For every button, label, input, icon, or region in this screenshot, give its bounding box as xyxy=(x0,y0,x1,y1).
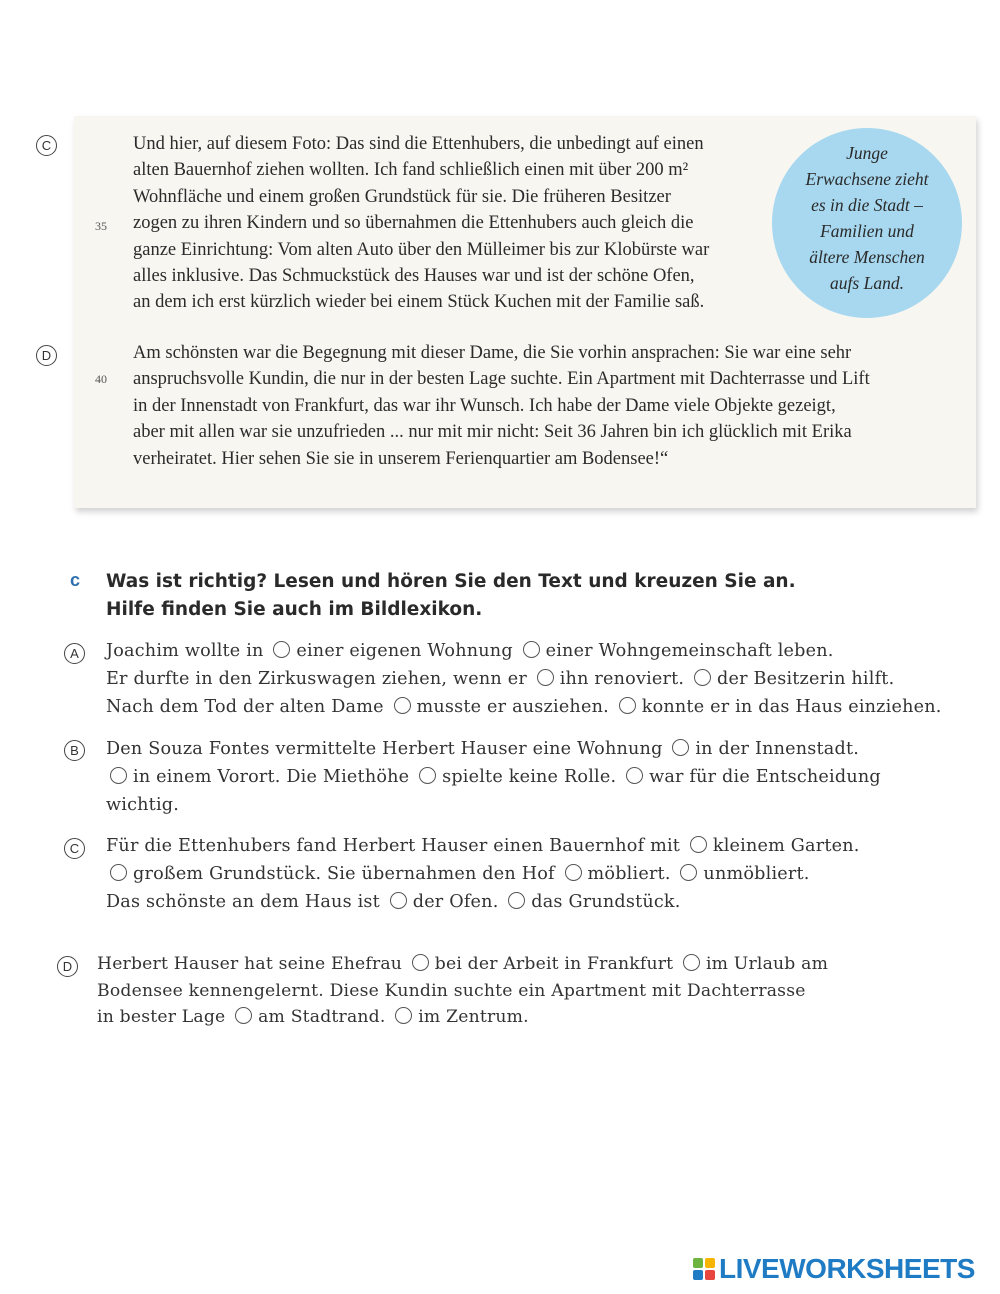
exercise-item-d xyxy=(97,951,828,1031)
answer-radio[interactable] xyxy=(273,641,290,658)
item-letter-d: D xyxy=(57,956,78,977)
paragraph-line: anspruchsvolle Kundin, die nur in der besten Lage suchte. Ein Apartment mit Dachterrasse und Lift xyxy=(133,369,870,390)
answer-radio[interactable] xyxy=(672,739,689,756)
paragraph-line: alles inklusive. Das Schmuckstück des Hauses war und ist der schöne Ofen, xyxy=(133,266,695,287)
paragraph-line: Am schönsten war die Begegnung mit dieser Dame, die Sie vorhin ansprachen: Sie war eine sehr xyxy=(133,343,852,363)
logo-text: LIVEWORKSHEETS xyxy=(719,1253,975,1284)
logo-grid-icon xyxy=(693,1258,715,1280)
exercise-text-segment: wichtig. xyxy=(106,795,180,815)
answer-radio[interactable] xyxy=(565,864,582,881)
exercise-text-segment: kleinem Garten. xyxy=(712,836,860,856)
bubble-line: ältere Menschen xyxy=(809,247,925,267)
exercise-text-segment: unmöbliert. xyxy=(703,864,810,884)
exercise-line xyxy=(106,763,881,791)
quote-bubble xyxy=(772,128,962,318)
paragraph-line: in der Innenstadt von Frankfurt, das war ihr Wunsch. Ich habe der Dame viele Objekte gezeigt, xyxy=(133,395,836,416)
instruction-line: Was ist richtig? Lesen und hören Sie den Text und kreuzen Sie an. xyxy=(106,571,796,592)
bubble-line: aufs Land. xyxy=(830,273,904,293)
quote-bubble-text xyxy=(806,140,929,296)
exercise-text-segment: in der Innenstadt. xyxy=(695,739,860,759)
exercise-line xyxy=(97,951,828,978)
exercise-instruction xyxy=(106,568,796,624)
exercise-text-segment: das Grundstück. xyxy=(531,892,681,912)
liveworksheets-logo xyxy=(693,1253,975,1285)
exercise-text-segment: war für die Entscheidung xyxy=(649,767,881,787)
logo-square xyxy=(705,1258,715,1268)
paragraph-line: ganze Einrichtung: Vom alten Auto über den Mülleimer bis zur Klobürste war xyxy=(133,239,710,260)
answer-radio[interactable] xyxy=(537,669,554,686)
exercise-text-segment: großem Grundstück. Sie übernahmen den Hof xyxy=(133,864,555,884)
logo-square xyxy=(693,1270,703,1280)
exercise-text-segment: konnte er in das Haus einziehen. xyxy=(641,697,942,717)
exercise-text-segment: Nach dem Tod der alten Dame xyxy=(106,697,384,717)
exercise-line xyxy=(106,665,942,693)
exercise-line xyxy=(106,791,881,819)
paragraph-line: alten Bauernhof ziehen wollten. Ich fand schließlich einen mit über 200 m² xyxy=(133,160,689,181)
logo-square xyxy=(705,1270,715,1280)
exercise-line xyxy=(97,1004,828,1031)
answer-radio[interactable] xyxy=(619,697,636,714)
exercise-line xyxy=(106,735,881,763)
exercise-text-segment: Joachim wollte in xyxy=(106,641,264,661)
answer-radio[interactable] xyxy=(419,767,436,784)
exercise-text-segment: möbliert. xyxy=(587,864,671,884)
answer-radio[interactable] xyxy=(626,767,643,784)
line-number-35: 35 xyxy=(95,219,107,233)
exercise-text-segment: Den Souza Fontes vermittelte Herbert Hauser eine Wohnung xyxy=(106,739,663,759)
exercise-text-segment: musste er ausziehen. xyxy=(416,697,609,717)
exercise-line xyxy=(106,860,860,888)
exercise-text-segment: spielte keine Rolle. xyxy=(442,767,617,787)
instruction-line: Hilfe finden Sie auch im Bildlexikon. xyxy=(106,599,483,620)
logo-square xyxy=(693,1258,703,1268)
paragraph-line: verheiratet. Hier sehen Sie sie in unserem Ferienquartier am Bodensee!“ xyxy=(133,448,669,469)
exercise-line xyxy=(106,888,860,916)
exercise-item-c xyxy=(106,832,860,916)
answer-radio[interactable] xyxy=(235,1007,252,1024)
paragraph-line: an dem ich erst kürzlich wieder bei einem Stück Kuchen mit der Familie saß. xyxy=(133,292,705,313)
item-letter-c: C xyxy=(64,838,85,859)
exercise-text-segment: Für die Ettenhubers fand Herbert Hauser einen Bauernhof mit xyxy=(106,836,681,856)
line-number-40: 40 xyxy=(95,372,107,386)
paragraph-letter-c: C xyxy=(36,135,57,156)
exercise-text-segment: Das schönste an dem Haus ist xyxy=(106,892,380,912)
bubble-line: Junge xyxy=(846,143,888,163)
item-letter-b: B xyxy=(64,740,85,761)
bubble-line: es in die Stadt – xyxy=(811,195,923,215)
exercise-line xyxy=(106,832,860,860)
exercise-letter: c xyxy=(70,570,81,590)
paragraph-line: aber mit allen war sie unzufrieden ... nur mit mir nicht: Seit 36 Jahren bin ich glücklich mit Erika xyxy=(133,422,852,443)
exercise-text-segment: im Zentrum. xyxy=(418,1007,529,1027)
answer-radio[interactable] xyxy=(395,1007,412,1024)
answer-radio[interactable] xyxy=(110,864,127,881)
answer-radio[interactable] xyxy=(683,954,700,971)
answer-radio[interactable] xyxy=(694,669,711,686)
paragraph-d xyxy=(133,340,870,472)
bubble-line: Familien und xyxy=(820,221,914,241)
paragraph-line: Wohnfläche und einem großen Grundstück für sie. Die früheren Besitzer xyxy=(133,186,671,207)
paragraph-line: zogen zu ihren Kindern und so übernahmen die Ettenhubers auch gleich die xyxy=(133,213,694,234)
answer-radio[interactable] xyxy=(390,892,407,909)
exercise-text-segment: ihn renoviert. xyxy=(559,669,685,689)
item-letter-a: A xyxy=(64,643,85,664)
answer-radio[interactable] xyxy=(680,864,697,881)
paragraph-letter-d: D xyxy=(36,345,57,366)
exercise-text-segment: am Stadtrand. xyxy=(258,1007,386,1027)
exercise-text-segment: im Urlaub am xyxy=(705,954,829,974)
exercise-line xyxy=(97,978,828,1005)
exercise-text-segment: der Besitzerin hilft. xyxy=(717,669,895,689)
paragraph-line: Und hier, auf diesem Foto: Das sind die Ettenhubers, die unbedingt auf einen xyxy=(133,134,704,154)
exercise-text-segment: in einem Vorort. Die Miethöhe xyxy=(133,767,410,787)
answer-radio[interactable] xyxy=(690,836,707,853)
exercise-line xyxy=(106,693,942,721)
exercise-text-segment: Herbert Hauser hat seine Ehefrau xyxy=(97,954,403,974)
exercise-text-segment: Er durfte in den Zirkuswagen ziehen, wenn er xyxy=(106,669,527,689)
exercise-text-segment: einer Wohngemeinschaft leben. xyxy=(545,641,834,661)
answer-radio[interactable] xyxy=(508,892,525,909)
answer-radio[interactable] xyxy=(412,954,429,971)
answer-radio[interactable] xyxy=(110,767,127,784)
exercise-line xyxy=(106,637,942,665)
exercise-item-a xyxy=(106,637,942,721)
answer-radio[interactable] xyxy=(394,697,411,714)
exercise-text-segment: Bodensee kennengelernt. Diese Kundin suchte ein Apartment mit Dachterrasse xyxy=(97,980,806,1001)
bubble-line: Erwachsene zieht xyxy=(805,169,929,189)
answer-radio[interactable] xyxy=(523,641,540,658)
paragraph-c xyxy=(133,131,709,316)
exercise-item-b xyxy=(106,735,881,819)
exercise-text-segment: der Ofen. xyxy=(412,892,499,912)
exercise-text-segment: einer eigenen Wohnung xyxy=(296,641,513,661)
exercise-text-segment: in bester Lage xyxy=(97,1007,226,1027)
exercise-text-segment: bei der Arbeit in Frankfurt xyxy=(434,954,674,974)
